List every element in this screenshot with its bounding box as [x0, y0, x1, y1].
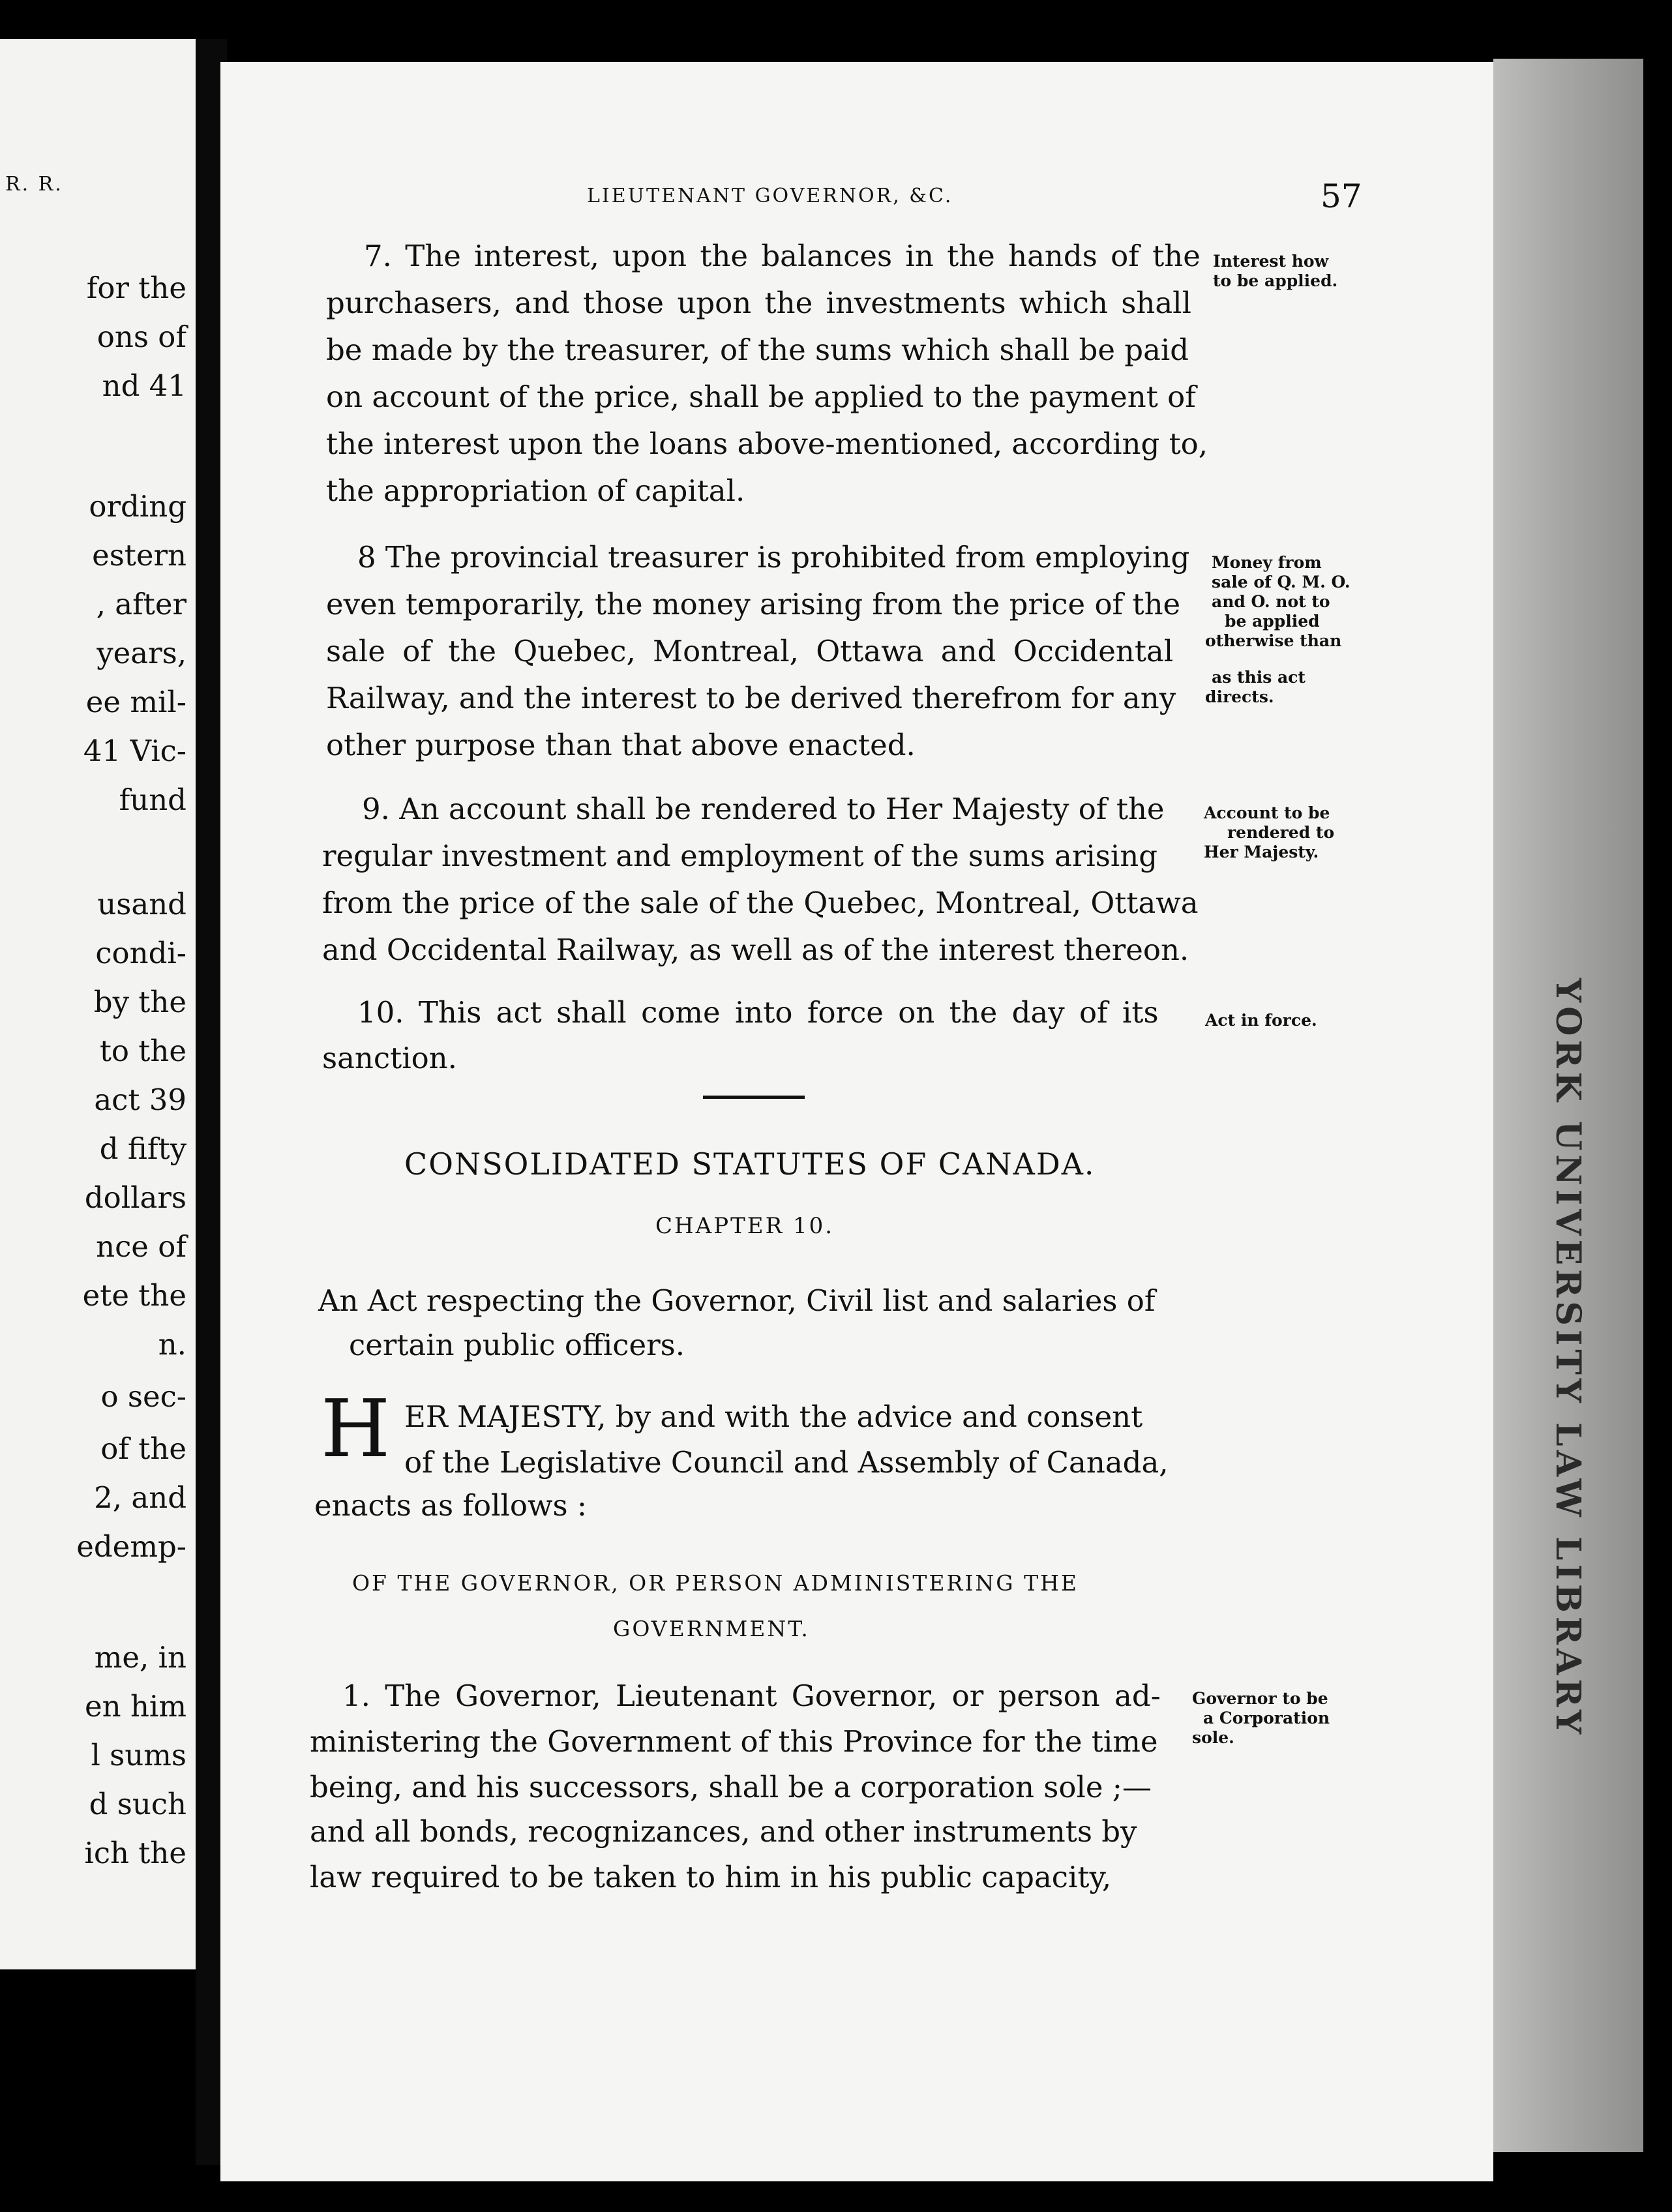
- section-10-line: sanction.: [322, 1041, 457, 1075]
- left-page-text: [0, 39, 196, 1969]
- subheading: OF THE GOVERNOR, OR PERSON ADMINISTERING THE: [352, 1570, 1079, 1596]
- margin-note: and O. not to: [1212, 592, 1330, 611]
- section-8-line: 8 The provincial treasurer is prohibited from employing: [357, 540, 1190, 575]
- enacting-line: ER MAJESTY, by and with the advice and consent: [404, 1399, 1143, 1434]
- section-7-line: purchasers, and those upon the investments which shall: [326, 286, 1191, 320]
- left-page-line: ording: [89, 489, 187, 524]
- left-page-line: d fifty: [99, 1131, 187, 1166]
- enacting-line: of the Legislative Council and Assembly of Canada,: [404, 1445, 1169, 1480]
- section-9-line: regular investment and employment of the sums arising: [322, 839, 1158, 873]
- section-7-line: the appropriation of capital.: [326, 473, 745, 508]
- section-divider: [703, 1096, 805, 1099]
- margin-note: to be applied.: [1213, 271, 1338, 290]
- subheading: GOVERNMENT.: [613, 1616, 810, 1641]
- left-page-line: edemp-: [76, 1529, 187, 1564]
- left-page-line: nce of: [96, 1229, 187, 1264]
- running-head: LIEUTENANT GOVERNOR, &C.: [587, 185, 953, 207]
- margin-note: Account to be: [1204, 803, 1330, 822]
- section-7-line: the interest upon the loans above-mentioned, according to,: [326, 426, 1208, 461]
- left-page-line: 2, and: [94, 1480, 187, 1515]
- act-title-line: certain public officers.: [349, 1328, 685, 1362]
- left-page-line: condi-: [95, 936, 187, 970]
- section-8-line: even temporarily, the money arising from the price of the: [326, 587, 1181, 621]
- left-page-line: dollars: [84, 1180, 187, 1215]
- margin-note: a Corporation: [1203, 1709, 1330, 1727]
- left-page-line: estern: [92, 538, 187, 573]
- margin-note: Her Majesty.: [1204, 843, 1319, 861]
- section-1-line: ministering the Government of this Province for the time: [310, 1724, 1158, 1759]
- left-page-line: ons of: [97, 320, 187, 354]
- margin-note: directs.: [1205, 687, 1274, 706]
- section-9-line: and Occidental Railway, as well as of the interest thereon.: [322, 933, 1189, 967]
- left-page-line: 41 Vic-: [83, 734, 187, 768]
- section-7-line: on account of the price, shall be applied to the payment of: [326, 380, 1196, 414]
- left-page-line: me, in: [94, 1640, 187, 1675]
- drop-cap: H: [321, 1382, 391, 1475]
- left-running-head: R. R.: [5, 173, 63, 196]
- margin-note: Interest how: [1213, 252, 1329, 271]
- left-page-line: nd 41: [102, 368, 187, 403]
- act-title-line: An Act respecting the Governor, Civil list and salaries of: [318, 1283, 1156, 1318]
- left-facing-page: [0, 39, 196, 1969]
- left-page-line: of the: [100, 1431, 187, 1466]
- left-page-line: by the: [93, 985, 187, 1019]
- margin-note: be applied: [1225, 612, 1320, 631]
- left-page-line: ee mil-: [85, 685, 187, 719]
- section-1-line: law required to be taken to him in his public capacity,: [310, 1860, 1112, 1894]
- section-8-line: other purpose than that above enacted.: [326, 728, 916, 762]
- left-page-line: d such: [89, 1787, 187, 1821]
- left-page-line: usand: [97, 887, 187, 921]
- left-page-line: act 39: [94, 1083, 187, 1117]
- section-9-line: from the price of the sale of the Quebec, Montreal, Ottawa: [322, 886, 1199, 920]
- section-7-line: 7. The interest, upon the balances in the hands of the: [364, 239, 1201, 273]
- margin-note: Governor to be: [1192, 1689, 1328, 1708]
- section-10-line: 10. This act shall come into force on the day of its: [357, 995, 1159, 1030]
- left-page-line: to the: [99, 1034, 187, 1068]
- left-page-line: ete the: [82, 1278, 187, 1313]
- section-9-line: 9. An account shall be rendered to Her Majesty of the: [362, 792, 1165, 826]
- margin-note: Money from: [1212, 553, 1322, 572]
- section-8-line: sale of the Quebec, Montreal, Ottawa and Occidental: [326, 634, 1174, 668]
- left-page-line: ich the: [84, 1836, 187, 1870]
- left-page-line: l sums: [91, 1738, 187, 1772]
- margin-note: sole.: [1192, 1728, 1234, 1747]
- left-page-line: , after: [96, 587, 187, 621]
- margin-note: sale of Q. M. O.: [1212, 573, 1351, 591]
- left-page-line: o sec-: [100, 1379, 187, 1414]
- enacting-line: enacts as follows :: [314, 1488, 588, 1523]
- left-page-line: en him: [85, 1689, 187, 1724]
- section-1-line: and all bonds, recognizances, and other instruments by: [310, 1814, 1137, 1849]
- library-stamp: YORK UNIVERSITY LAW LIBRARY: [1548, 978, 1588, 1739]
- section-1-line: being, and his successors, shall be a corporation sole ;—: [310, 1770, 1152, 1804]
- chapter-heading: CHAPTER 10.: [655, 1213, 835, 1239]
- section-8-line: Railway, and the interest to be derived therefrom for any: [326, 681, 1176, 715]
- section-7-line: be made by the treasurer, of the sums which shall be paid: [326, 333, 1189, 367]
- left-page-line: years,: [97, 636, 187, 670]
- section-1-line: 1. The Governor, Lieutenant Governor, or person ad-: [342, 1679, 1161, 1713]
- left-page-line: n.: [158, 1327, 187, 1362]
- left-page-line: for the: [86, 271, 187, 305]
- page-number: 57: [1321, 177, 1362, 215]
- margin-note: otherwise than: [1205, 631, 1342, 650]
- margin-note: rendered to: [1227, 823, 1335, 842]
- margin-note: as this act: [1212, 668, 1306, 687]
- margin-note: Act in force.: [1205, 1011, 1317, 1030]
- statute-heading: CONSOLIDATED STATUTES OF CANADA.: [404, 1146, 1096, 1182]
- left-page-line: fund: [119, 783, 187, 817]
